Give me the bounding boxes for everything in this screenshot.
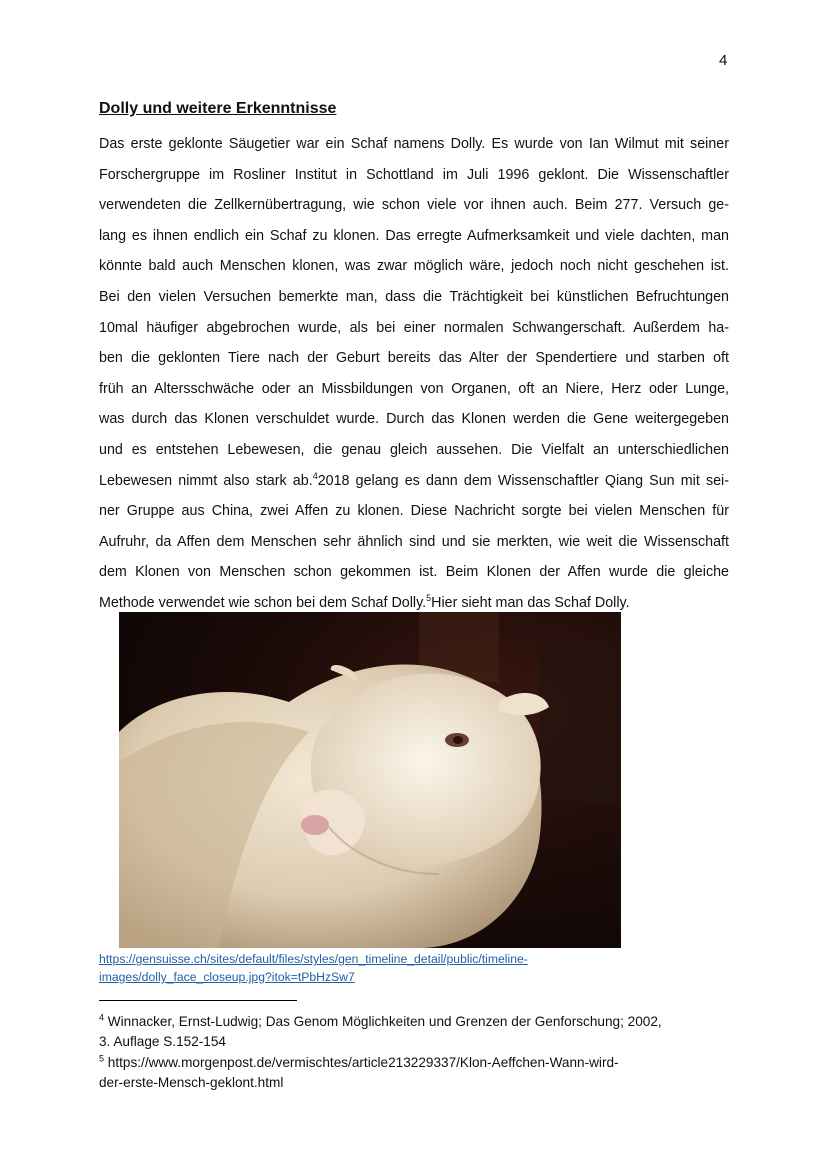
body-line: ner Gruppe aus China, zwei Affen zu klonen. Diese Nachricht sorgte bei vielen Menschen für: [99, 503, 729, 520]
footnote-line: 3. Auflage S.152-154: [99, 1033, 226, 1049]
footnote-ref-5[interactable]: 5: [426, 593, 432, 604]
body-line: Aufruhr, da Affen dem Menschen sehr ähnlich sind und sie merkten, wie weit die Wissenschaft: [99, 533, 729, 550]
body-text-segment: Methode verwendet wie schon bei dem Schaf Dolly.: [99, 594, 427, 611]
body-line: und es entstehen Lebewesen, die genau gleich aussehen. Die Vielfalt an unterschiedlichen: [99, 441, 729, 458]
footnote-text: Winnacker, Ernst-Ludwig; Das Genom Möglichkeiten und Grenzen der Genforschung; 2002,: [107, 1014, 662, 1029]
page-number: 4: [719, 52, 728, 69]
body-text-segment: Lebewesen nimmt also stark ab.: [99, 472, 313, 489]
footnote-line: der-erste-Mensch-geklont.html: [99, 1074, 284, 1090]
footnotes: [99, 1012, 739, 1094]
body-line: ben die geklonten Tiere nach der Geburt bereits das Alter der Spendertiere und starben oft: [99, 350, 729, 367]
image-source-link-line[interactable]: images/dolly_face_closeup.jpg?itok=tPbHzSw7: [99, 970, 355, 984]
footnote-number: 5: [99, 1053, 105, 1064]
body-line: könnte bald auch Menschen klonen, was zwar möglich wäre, jedoch noch nicht geschehen ist.: [99, 258, 729, 275]
body-line: Das erste geklonte Säugetier war ein Schaf namens Dolly. Es wurde von Ian Wilmut mit seiner: [99, 136, 729, 152]
footnote-number: 4: [99, 1012, 105, 1023]
image-source-link-line[interactable]: https://gensuisse.ch/sites/default/files/styles/gen_timeline_detail/public/timeline-: [99, 952, 528, 966]
dolly-sheep-photo: [119, 612, 621, 948]
body-line: früh an Altersschwäche oder an Missbildungen von Organen, oft an Niere, Herz oder Lunge,: [99, 380, 729, 397]
footnote-text: https://www.morgenpost.de/vermischtes/article213229337/Klon-Aeffchen-Wann-wird-: [107, 1055, 619, 1070]
footnote-line: [99, 1012, 739, 1032]
body-paragraph: [99, 129, 729, 619]
footnote-ref-4[interactable]: 4: [312, 470, 318, 481]
body-line: lang es ihnen endlich ein Schaf zu klonen. Das erregte Aufmerksamkeit und viele dachten, man: [99, 227, 729, 244]
footnote-4: [99, 1012, 739, 1051]
body-line: [99, 466, 729, 497]
footnote-5: [99, 1053, 739, 1092]
body-text-segment: Hier sieht man das Schaf Dolly.: [431, 594, 630, 611]
body-line: 10mal häufiger abgebrochen wurde, als bei einer normalen Schwangerschaft. Außerdem ha-: [99, 319, 729, 336]
body-line: Forschergruppe im Rosliner Institut in Schottland im Juli 1996 geklont. Die Wissenschaftler: [99, 166, 729, 183]
footnote-separator: [99, 1000, 297, 1001]
body-text-segment: 2018 gelang es dann dem Wissenschaftler Qiang Sun mit sei-: [317, 472, 729, 489]
footnote-line: [99, 1053, 739, 1073]
body-line: dem Klonen von Menschen schon gekommen ist. Beim Klonen der Affen wurde die gleiche: [99, 564, 729, 581]
section-title: Dolly und weitere Erkenntnisse: [99, 100, 337, 117]
body-line: Bei den vielen Versuchen bemerkte man, dass die Trächtigkeit bei künstlichen Befruchtungen: [99, 288, 729, 305]
body-line: verwendeten die Zellkernübertragung, wie schon viele vor ihnen auch. Beim 277. Versuch ge-: [99, 197, 729, 214]
image-source-link[interactable]: [99, 950, 619, 986]
body-line: was durch das Klonen verschuldet wurde. Durch das Klonen werden die Gene weitergegeben: [99, 411, 729, 428]
